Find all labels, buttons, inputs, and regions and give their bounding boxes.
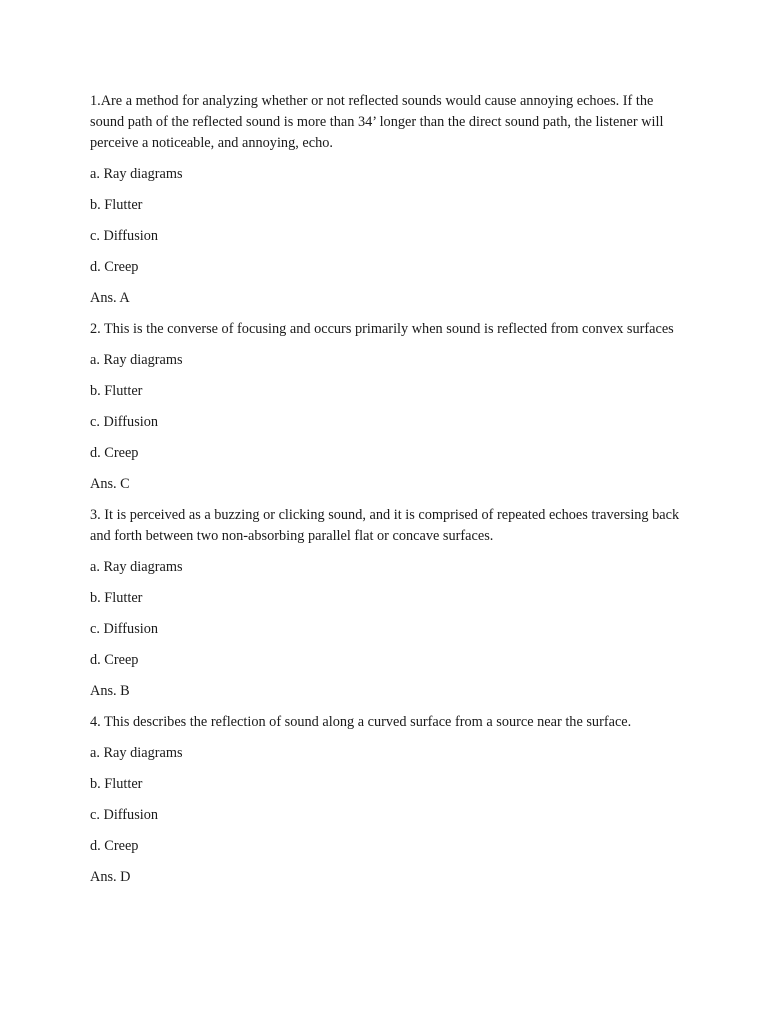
option-d: d. Creep — [90, 838, 139, 854]
option-a: a. Ray diagrams — [90, 559, 183, 575]
option-d: d. Creep — [90, 259, 139, 275]
option-c: c. Diffusion — [90, 414, 159, 430]
option-a: a. Ray diagrams — [90, 352, 183, 368]
option-b: b. Flutter — [90, 776, 143, 792]
answer-text: Ans. D — [90, 869, 131, 885]
answer-text: Ans. C — [90, 476, 130, 492]
question-text: 4. This describes the reflection of sound along a curved surface from a source near the surface. — [90, 714, 632, 730]
question-block-3 — [90, 505, 680, 702]
question-text: 3. It is perceived as a buzzing or clicking sound, and it is comprised of repeated echoes traversing back and forth between two non-absorbing parallel flat or concave surfaces. — [90, 507, 680, 544]
option-d: d. Creep — [90, 445, 139, 461]
option-b: b. Flutter — [90, 197, 143, 213]
answer-text: Ans. B — [90, 683, 130, 699]
question-text: 2. This is the converse of focusing and occurs primarily when sound is reflected from convex surfaces — [90, 321, 674, 337]
option-c: c. Diffusion — [90, 807, 159, 823]
option-a: a. Ray diagrams — [90, 745, 183, 761]
option-c: c. Diffusion — [90, 621, 159, 637]
option-b: b. Flutter — [90, 383, 143, 399]
question-block-4 — [90, 712, 680, 888]
question-block-2 — [90, 319, 680, 495]
question-text: 1.Are a method for analyzing whether or not reflected sounds would cause annoying echoes. If the sound path of the reflected sound is more than 34’ longer than the direct sound path, the listener will perceive a noticeable, and annoying, echo. — [90, 93, 664, 151]
option-d: d. Creep — [90, 652, 139, 668]
option-b: b. Flutter — [90, 590, 143, 606]
answer-text: Ans. A — [90, 290, 130, 306]
option-a: a. Ray diagrams — [90, 166, 183, 182]
question-block-1 — [90, 91, 680, 309]
document-page — [90, 91, 680, 898]
option-c: c. Diffusion — [90, 228, 159, 244]
